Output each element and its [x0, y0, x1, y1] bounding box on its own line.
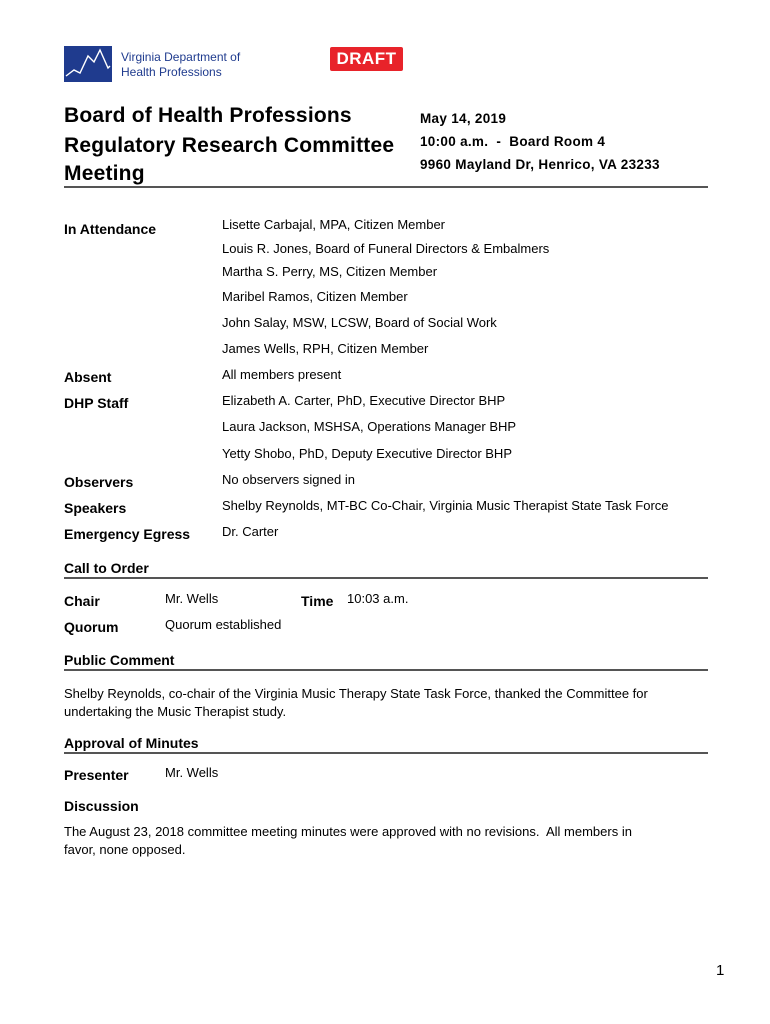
attendee-6: James Wells, RPH, Citizen Member — [222, 341, 429, 356]
call-to-order-divider — [64, 577, 708, 579]
presenter-value: Mr. Wells — [165, 765, 219, 780]
presenter-label: Presenter — [64, 767, 129, 783]
title-line-3: Meeting — [64, 162, 145, 185]
attendance-label: In Attendance — [64, 221, 157, 237]
discussion-line-1: The August 23, 2018 committee meeting minutes were approved with no revisions. All members in — [64, 824, 632, 839]
meeting-time-room: 10:00 a.m. - Board Room 4 — [420, 134, 606, 149]
speakers-value: Shelby Reynolds, MT-BC Co-Chair, Virginia Music Therapist State Task Force — [222, 498, 669, 513]
minutes-divider — [64, 752, 708, 754]
absent-label: Absent — [64, 369, 112, 385]
quorum-value: Quorum established — [165, 617, 282, 632]
attendee-5: John Salay, MSW, LCSW, Board of Social Work — [222, 315, 497, 330]
public-comment-divider — [64, 669, 708, 671]
chair-label: Chair — [64, 593, 100, 609]
mountain-logo-icon — [64, 46, 112, 82]
speakers-label: Speakers — [64, 500, 127, 516]
call-to-order-heading: Call to Order — [64, 560, 149, 576]
discussion-line-2: favor, none opposed. — [64, 842, 186, 857]
page-title — [64, 102, 394, 188]
meeting-meta — [420, 107, 660, 176]
title-line-2: Regulatory Research Committee — [64, 134, 395, 157]
observers-label: Observers — [64, 474, 134, 490]
attendee-1: Lisette Carbajal, MPA, Citizen Member — [222, 217, 446, 232]
minutes-heading: Approval of Minutes — [64, 735, 199, 751]
egress-label: Emergency Egress — [64, 526, 191, 542]
egress-value: Dr. Carter — [222, 524, 279, 539]
title-line-1: Board of Health Professions — [64, 104, 352, 127]
page-number: 1 — [716, 962, 725, 979]
attendee-2: Louis R. Jones, Board of Funeral Directors & Embalmers — [222, 241, 550, 256]
draft-stamp: DRAFT — [330, 47, 403, 71]
org-line-2: Health Professions — [121, 65, 222, 79]
staff-1: Elizabeth A. Carter, PhD, Executive Director BHP — [222, 393, 506, 408]
absent-value: All members present — [222, 367, 342, 382]
staff-label: DHP Staff — [64, 395, 129, 411]
discussion-heading: Discussion — [64, 798, 139, 814]
discussion-text — [64, 823, 632, 859]
public-comment-text — [64, 685, 648, 721]
public-comment-heading: Public Comment — [64, 652, 175, 668]
meeting-address: 9960 Mayland Dr, Henrico, VA 23233 — [420, 157, 660, 172]
org-name — [121, 50, 240, 80]
attendee-3: Martha S. Perry, MS, Citizen Member — [222, 264, 438, 279]
public-comment-line-2: undertaking the Music Therapist study. — [64, 704, 287, 719]
meeting-date: May 14, 2019 — [420, 111, 507, 126]
public-comment-line-1: Shelby Reynolds, co-chair of the Virginia Music Therapy State Task Force, thanked the Committee for — [64, 686, 648, 701]
time-label: Time — [301, 593, 334, 609]
staff-3: Yetty Shobo, PhD, Deputy Executive Director BHP — [222, 446, 512, 461]
chair-value: Mr. Wells — [165, 591, 219, 606]
attendee-4: Maribel Ramos, Citizen Member — [222, 289, 408, 304]
quorum-label: Quorum — [64, 619, 119, 635]
staff-2: Laura Jackson, MSHSA, Operations Manager BHP — [222, 419, 517, 434]
time-value: 10:03 a.m. — [347, 591, 409, 606]
dhp-logo — [64, 46, 244, 86]
observers-value: No observers signed in — [222, 472, 355, 487]
org-line-1: Virginia Department of — [121, 50, 241, 64]
header-divider — [64, 186, 708, 188]
